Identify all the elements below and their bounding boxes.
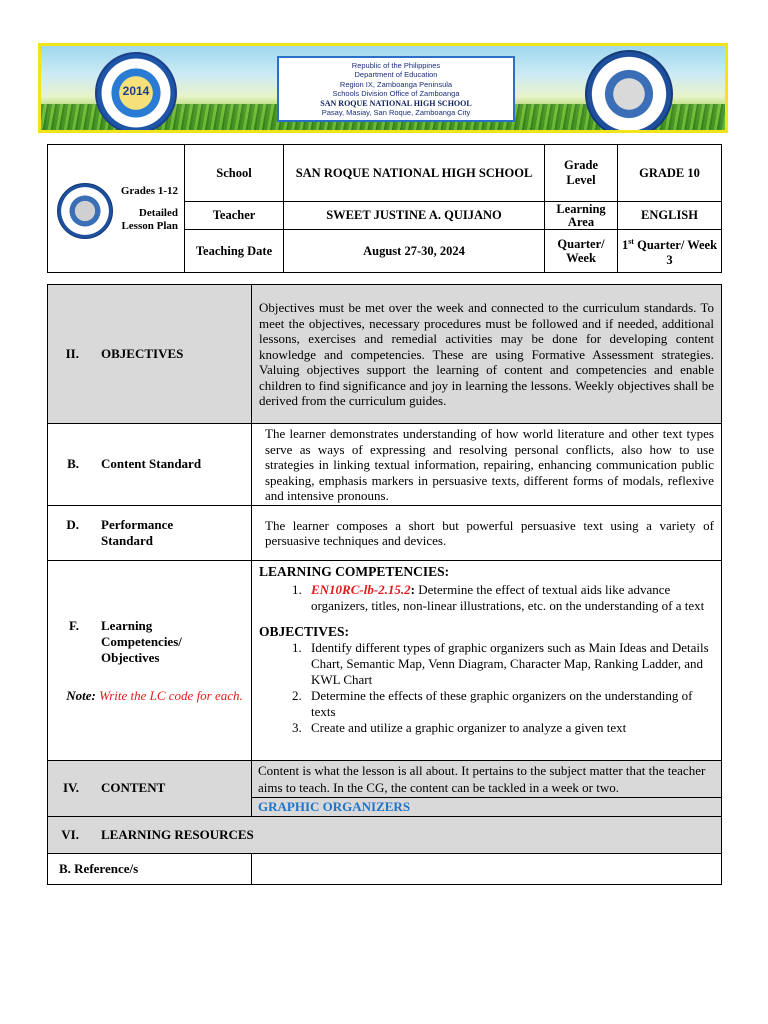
dlp-label-line1: Detailed (138, 207, 178, 219)
quarter-rest: Quarter/ Week 3 (633, 238, 718, 267)
lc-code: EN10RC-lb-2.15.2 (311, 581, 411, 597)
learning-competencies-list (253, 582, 720, 614)
content-number: IV. (62, 780, 79, 795)
list-item: 2. Determine the effects of these graphic organizers on the understanding of texts (305, 688, 720, 720)
objectives-text-cell (252, 285, 722, 424)
quarter-week-label: Quarter/ Week (545, 230, 618, 273)
banner-address-box (277, 56, 515, 122)
references-number: B. (59, 860, 71, 876)
content-label-cell (48, 760, 252, 816)
learning-resources-cell (48, 816, 722, 853)
performance-standard-row (48, 505, 722, 560)
note-label: Note: (66, 687, 96, 703)
banner-line-region: Region IX, Zamboanga Peninsula (339, 79, 453, 89)
objectives-heading: OBJECTIVES: (259, 623, 350, 639)
teacher-label: Teacher (185, 202, 284, 230)
competencies-number: F. (69, 617, 79, 633)
banner-line-division: Schools Division Office of Zamboanga (332, 89, 460, 99)
objectives-list (253, 640, 720, 736)
objectives-text: Objectives must be met over the week and connected to the curriculum standards. To meet the objectives, necessary procedures must be followed and if needed, additional lessons, exercises and remedial activities may be done for developing content knowledge and competencies. These are using Formative Assessment strategies. Valuing objectives support the learning of content and competencies and enable children to find significance and joy in learning the lessons. Weekly objectives shall be derived from the curriculum guides. (259, 300, 714, 408)
performance-standard-text: The learner composes a short but powerful persuasive text using a variety of persuasive techniques and devices. (265, 517, 714, 548)
banner-line-address: Pasay, Masiay, San Roque, Zamboanga City (321, 108, 471, 118)
performance-standard-number: D. (66, 516, 79, 532)
banner-line-school: SAN ROQUE NATIONAL HIGH SCHOOL (320, 98, 472, 108)
grade-level-value: GRADE 10 (618, 145, 722, 202)
quarter-number: 1 (621, 238, 629, 253)
competencies-content-cell (252, 560, 722, 760)
banner-line-deped: Department of Education (354, 70, 438, 80)
logo-cell (48, 145, 185, 273)
teacher-value: SWEET JUSTINE A. QUIJANO (284, 202, 545, 230)
dlp-label-line2: Lesson Plan (121, 220, 178, 232)
quarter-week-value (618, 230, 722, 273)
content-standard-number: B. (67, 456, 79, 472)
resources-row (48, 816, 722, 853)
learning-area-label: Learning Area (545, 202, 618, 230)
seal-year: 2014 (122, 84, 150, 98)
content-standard-text-cell (252, 424, 722, 506)
content-standard-text: The learner demonstrates understanding of how world literature and other text types serve as ways of expressing and resolving personal conflicts, also how to use strategies in linking textual information, repairing, enhancing communication public speaking, emphasis markers in persuasive texts, different forms of modals, reflexive and intensive pronouns. (265, 426, 714, 503)
school-label: School (185, 145, 284, 202)
lesson-plan-table (47, 284, 722, 885)
references-label-cell (48, 853, 252, 884)
resources-label: LEARNING RESOURCES (101, 826, 254, 842)
competencies-label-cell (48, 560, 252, 760)
lc-colon: : (410, 581, 416, 597)
school-value: SAN ROQUE NATIONAL HIGH SCHOOL (284, 145, 545, 202)
deped-small-seal-icon (57, 183, 113, 239)
content-standard-label: Content Standard (101, 456, 202, 472)
school-banner (38, 43, 728, 133)
school-seal-icon (95, 52, 177, 133)
references-value-cell (252, 853, 722, 884)
content-topic: GRAPHIC ORGANIZERS (258, 798, 411, 814)
lesson-header-table (47, 144, 722, 273)
list-item (305, 582, 720, 614)
banner-line-republic: Republic of the Philippines (351, 61, 441, 70)
resources-number: VI. (61, 826, 79, 842)
references-label: Reference/s (74, 860, 139, 876)
note-text: Write the LC code for each. (99, 687, 243, 703)
list-item: 3. Create and utilize a graphic organizer to analyze a given text (305, 720, 720, 736)
objectives-label: OBJECTIVES (101, 346, 184, 361)
content-text-cell (252, 760, 722, 816)
teaching-date-value: August 27-30, 2024 (284, 230, 545, 273)
grade-level-label: Grade Level (545, 145, 618, 202)
lc-code-note (49, 688, 250, 703)
objectives-label-cell (48, 285, 252, 424)
list-item: 1. Identify different types of graphic organizers such as Main Ideas and Details Chart, Semantic Map, Venn Diagram, Character Map, Ranking Ladder, and KWL Chart (305, 640, 720, 688)
references-row (48, 853, 722, 884)
competencies-label: Learning Competencies/ Objectives (101, 617, 182, 665)
performance-standard-label: Performance Standard (101, 516, 174, 548)
content-row (48, 760, 722, 816)
objectives-number: II. (65, 346, 79, 361)
objectives-row (48, 285, 722, 424)
quarter-suffix: st (628, 237, 634, 247)
competencies-row (48, 560, 722, 760)
learning-competencies-heading: LEARNING COMPETENCIES: (259, 563, 450, 579)
teaching-date-label: Teaching Date (185, 230, 284, 273)
learning-area-value: ENGLISH (618, 202, 722, 230)
content-text: Content is what the lesson is all about. It pertains to the subject matter that the teacher aims to teach. In the CG, the content can be tackled in a week or two. (252, 761, 721, 798)
lc-text: Determine the effect of textual aids like advance organizers, titles, non-linear illustrations, etc. on the understanding of a text (311, 581, 705, 613)
performance-standard-label-cell (48, 505, 252, 560)
content-label: CONTENT (101, 780, 166, 795)
deped-seal-icon (585, 50, 673, 133)
content-standard-row (48, 424, 722, 506)
content-standard-label-cell (48, 424, 252, 506)
grades-label: Grades 1-12 (120, 185, 178, 197)
performance-standard-text-cell (252, 505, 722, 560)
